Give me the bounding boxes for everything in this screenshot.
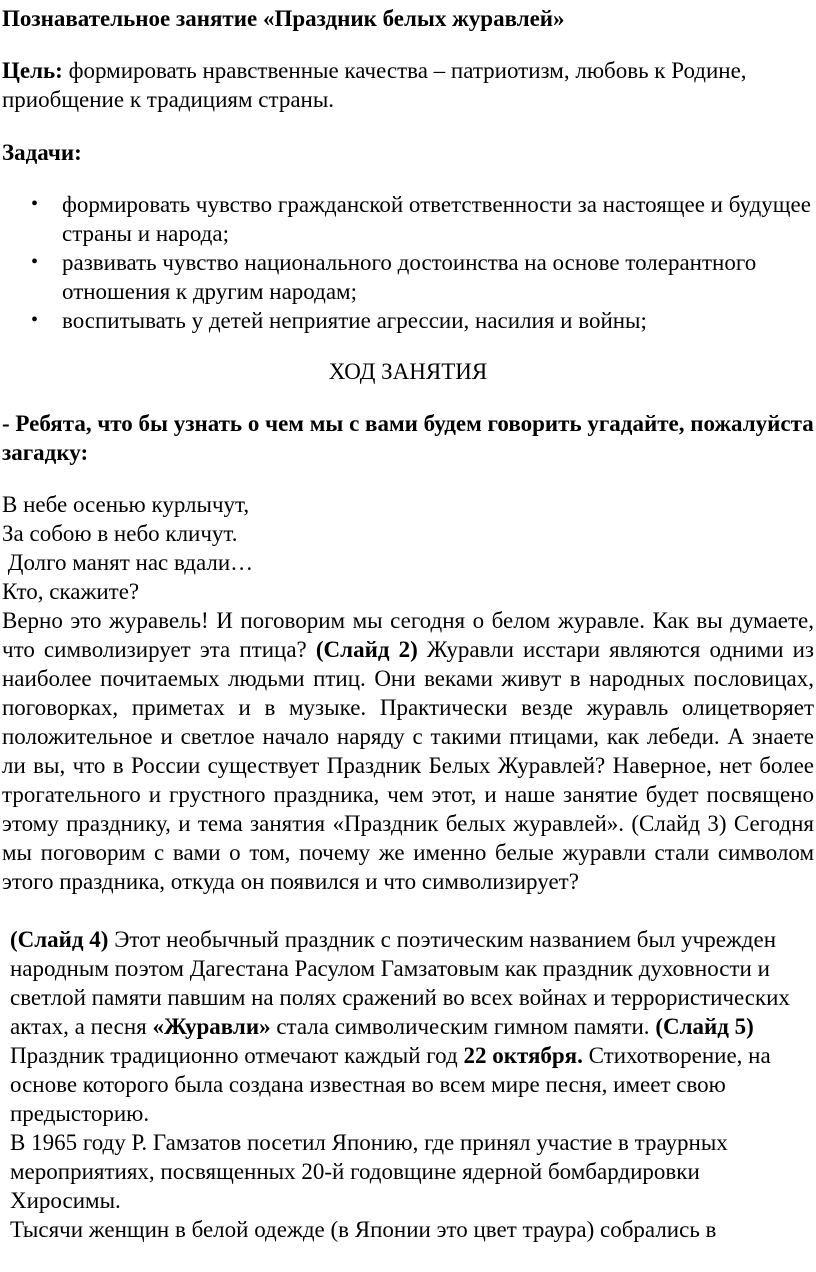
task-item: • формировать чувство гражданской ответственности за настоящее и будущее страны и народа; [62, 190, 814, 248]
intro-text: Верно это журавель! И поговорим мы сегодня о белом журавле. Как вы думаете, что символизирует эта птица? [2, 608, 814, 662]
goal-text: формировать нравственные качества – патриотизм, любовь к Родине, приобщение к традициям страны. [2, 58, 747, 112]
song-title: «Журавли» [152, 1014, 271, 1039]
goal-paragraph [2, 56, 814, 114]
holiday-text-4: Стихотворение, на основе которого была создана известная во всем мире песня, имеет свою предысторию. [10, 1043, 771, 1126]
intro-text-cont: Журавли исстари являются одними из наиболее почитаемых людьми птиц. Они веками живут в народных пословицах, поговорках, приметах и в музыке. Практически везде журавль олицетворяет положительное и светлое начало наряду с такими птицами, как лебеди. А знаете ли вы, что в России существует Праздник Белых Журавлей? Наверное, нет более трогательного и грустного праздника, чем этот, и наше занятие будет посвящено этому празднику, и тема занятия «Праздник белых журавлей». (Слайд 3) Сегодня мы поговорим с вами о том, почему же именно белые журавли стали символом этого праздника, откуда он появился и что символизирует? [2, 637, 815, 894]
riddle [2, 490, 814, 606]
holiday-text-2: стала символическим гимном памяти. [270, 1014, 656, 1039]
tasks-list [2, 190, 814, 335]
holiday-text-3: Праздник традиционно отмечают каждый год [10, 1043, 464, 1068]
riddle-line: За собою в небо кличут. [2, 521, 238, 546]
document-title: Познавательное занятие «Праздник белых журавлей» [2, 6, 565, 31]
task-item: • воспитывать у детей неприятие агрессии, насилия и войны; [62, 306, 814, 335]
women-paragraph: Тысячи женщин в белой одежде (в Японии это цвет траура) собрались в [10, 1217, 717, 1242]
goal-label: Цель: [2, 58, 63, 83]
holiday-text: Этот необычный праздник с поэтическим названием был учрежден народным поэтом Дагестана Расулом Гамзатовым как праздник духовности и светлой памяти павшим на полях сражений во всех войнах и террористических актах, а песня [10, 927, 790, 1039]
slide-4-ref: (Слайд 4) [10, 927, 109, 952]
tasks-heading: Задачи: [2, 140, 82, 165]
intro-paragraph [2, 606, 814, 896]
history-section [2, 925, 814, 1244]
riddle-line: Долго манят нас вдали… [2, 550, 254, 575]
japan-paragraph: В 1965 году Р. Гамзатов посетил Японию, где принял участие в траурных мероприятиях, посвященных 20-й годовщине ядерной бомбардировки Хиросимы. [10, 1130, 728, 1213]
slide-5-ref: (Слайд 5) [655, 1014, 754, 1039]
holiday-paragraph [10, 925, 812, 1128]
riddle-line: В небе осенью курлычут, [2, 492, 250, 517]
riddle-line: Кто, скажите? [2, 579, 140, 604]
slide-2-ref: (Слайд 2) [315, 637, 418, 662]
section-heading: ХОД ЗАНЯТИЯ [328, 359, 488, 384]
riddle-question: - Ребята, что бы узнать о чем мы с вами будем говорить угадайте, пожалуйста загадку: [2, 411, 814, 465]
holiday-date: 22 октября. [463, 1043, 583, 1068]
task-item: • развивать чувство национального достоинства на основе толерантного отношения к другим народам; [62, 248, 814, 306]
